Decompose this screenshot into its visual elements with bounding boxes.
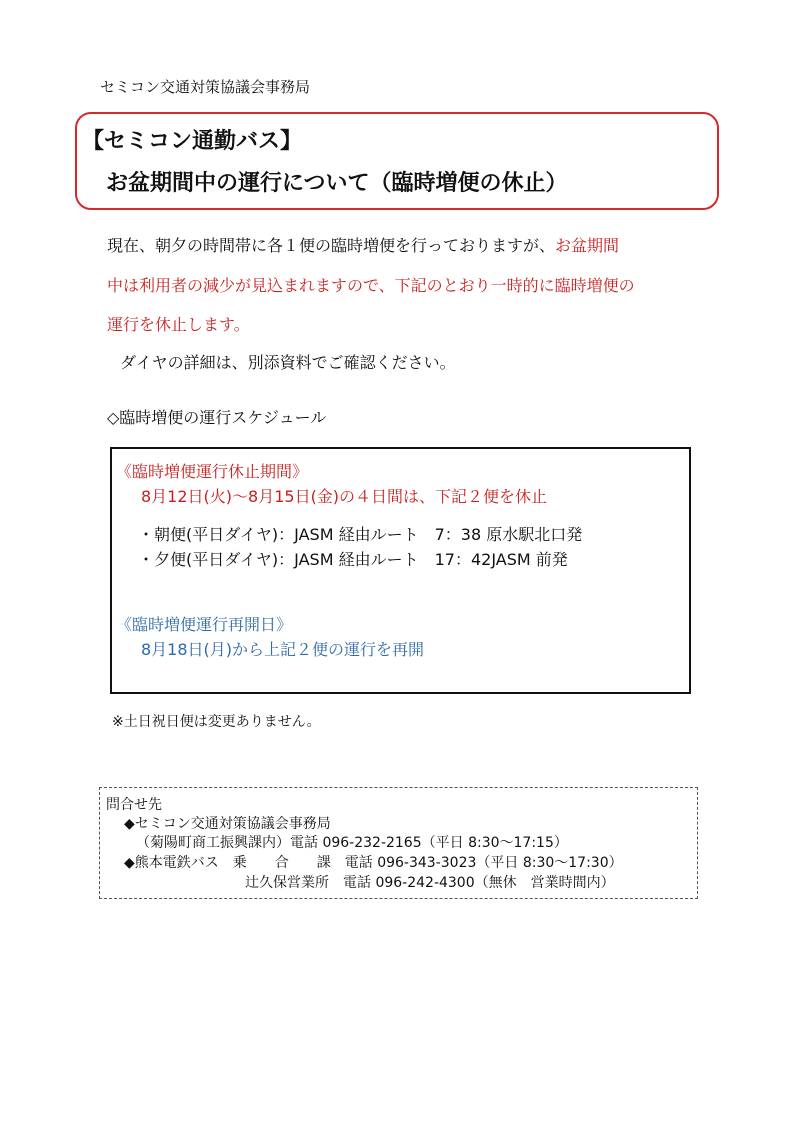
organization-name: セミコン交通対策協議会事務局 [100,78,311,96]
contact-label: 問合せ先 [106,797,162,813]
intro-line-4: ダイヤの詳細は、別添資料でご確認ください。 [120,353,456,372]
suspension-text: 8月12日(火)～8月15日(金)の４日間は、下記２便を休止 [141,487,548,506]
contact-3: 辻久保営業所 電話 096-242-4300（無休 営業時間内） [245,875,615,891]
weekend-note: ※土日祝日便は変更ありません。 [112,714,321,730]
contact-1-detail: （菊陽町商工振興課内）電話 096-232-2165（平日 8:30～17:15） [136,835,568,851]
title-line-1: 【セミコン通勤バス】 [82,129,303,154]
intro-line-2: 中は利用者の減少が見込まれますので、下記のとおり一時的に臨時増便の [107,276,635,295]
intro-line-1-highlight: お盆期間 [555,236,620,255]
suspension-label: 《臨時増便運行休止期間》 [116,462,309,481]
intro-line-1-text: 現在、朝夕の時間帯に各１便の臨時増便を行っておりますが、 [107,236,556,255]
schedule-heading: ◇臨時増便の運行スケジュール [107,408,327,427]
morning-bus-line: ・朝便(平日ダイヤ)：JASM 経由ルート 7：38 原水駅北口発 [138,525,583,544]
intro-line-3: 運行を休止します。 [107,315,250,334]
intro-line-1 [107,233,619,256]
evening-bus-line: ・夕便(平日ダイヤ)：JASM 経由ルート 17：42JASM 前発 [138,550,568,569]
title-line-2: お盆期間中の運行について（臨時増便の休止） [106,171,568,196]
resume-text: 8月18日(月)から上記２便の運行を再開 [141,640,425,659]
contact-1-name: ◆セミコン交通対策協議会事務局 [124,816,331,832]
contact-2: ◆熊本電鉄バス 乗 合 課 電話 096-343-3023（平日 8:30～17:30） [124,855,623,871]
resume-label: 《臨時増便運行再開日》 [116,615,293,634]
